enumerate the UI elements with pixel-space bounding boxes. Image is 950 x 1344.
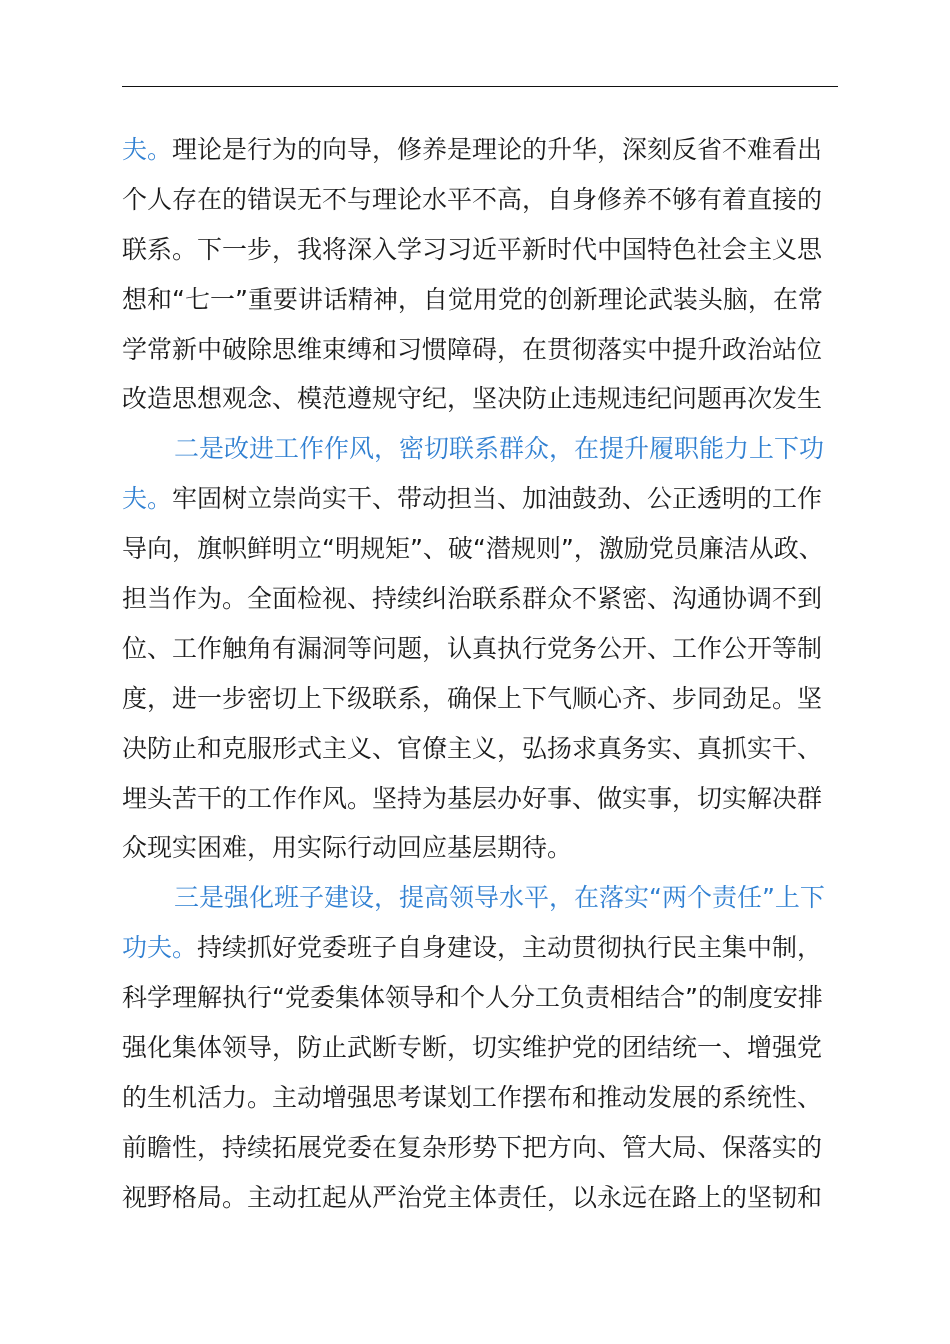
text-line [122, 377, 862, 427]
text-line [122, 128, 862, 178]
body-text: 个人存在的错误无不与理论水平不高，自身修养不够有着直接的 [122, 184, 823, 214]
header-rule [122, 86, 838, 87]
text-line [122, 477, 862, 527]
highlighted-text: 夫。 [122, 135, 173, 164]
highlighted-text: 功夫。 [122, 933, 198, 963]
text-line [122, 976, 862, 1026]
text-line [122, 328, 862, 378]
body-text: 担当作为。全面检视、持续纠治联系群众不紧密、沟通协调不到 [122, 584, 823, 614]
document-body [122, 128, 862, 1226]
text-line [122, 777, 862, 827]
text-line [122, 278, 862, 328]
body-text: 学常新中破除思维束缚和习惯障碍，在贯彻落实中提升政治站位 [122, 334, 823, 364]
section-heading-line [122, 876, 862, 926]
body-text: 联系。下一步，我将深入学习习近平新时代中国特色社会主义思 [122, 234, 823, 264]
highlighted-text: 三是强化班子建设，提高领导水平，在落实“两个责任”上下 [174, 883, 825, 913]
body-text: 的生机活力。主动增强思考谋划工作摆布和推动发展的系统性、 [122, 1082, 823, 1112]
text-line [122, 926, 862, 976]
text-line [122, 1076, 862, 1126]
text-line [122, 527, 862, 577]
text-line [122, 577, 862, 627]
text-line [122, 178, 862, 228]
body-text: 持续抓好党委班子自身建设，主动贯彻执行民主集中制， [197, 933, 823, 963]
body-text: 改造思想观念、模范遵规守纪，坚决防止违规违纪问题再次发生 [122, 384, 823, 414]
text-line [122, 826, 862, 876]
body-text: 科学理解执行“党委集体领导和个人分工负责相结合”的制度安排 [122, 983, 823, 1013]
text-line [122, 228, 862, 278]
body-text: 导向，旗帜鲜明立“明规矩”、破“潜规则”，激励党员廉洁从政、 [122, 534, 824, 564]
highlighted-text: 二是改进工作作风，密切联系群众，在提升履职能力上下功 [174, 434, 825, 464]
body-text: 决防止和克服形式主义、官僚主义，弘扬求真务实、真抓实干、 [122, 733, 823, 763]
text-line [122, 727, 862, 777]
body-text: 想和“七一”重要讲话精神，自觉用党的创新理论武装头脑，在常 [122, 284, 823, 314]
text-line [122, 627, 862, 677]
text-line [122, 1126, 862, 1176]
body-text: 度，进一步密切上下级联系，确保上下气顺心齐、步同劲足。坚 [122, 683, 823, 713]
body-text: 众现实困难，用实际行动回应基层期待。 [122, 833, 573, 863]
body-text: 强化集体领导，防止武断专断，切实维护党的团结统一、增强党 [122, 1033, 823, 1063]
text-line [122, 677, 862, 727]
body-text: 理论是行为的向导，修养是理论的升华，深刻反省不难看出 [172, 135, 823, 164]
section-heading-line [122, 427, 862, 477]
body-text: 位、工作触角有漏洞等问题，认真执行党务公开、工作公开等制 [122, 633, 823, 663]
body-text: 埋头苦干的工作作风。坚持为基层办好事、做实事，切实解决群 [122, 783, 823, 813]
text-line [122, 1026, 862, 1076]
body-text: 牢固树立崇尚实干、带动担当、加油鼓劲、公正透明的工作 [172, 484, 823, 514]
body-text: 视野格局。主动扛起从严治党主体责任，以永远在路上的坚韧和 [122, 1182, 823, 1212]
body-text: 前瞻性，持续拓展党委在复杂形势下把方向、管大局、保落实的 [122, 1132, 823, 1162]
text-line [122, 1176, 862, 1226]
highlighted-text: 夫。 [122, 484, 173, 514]
